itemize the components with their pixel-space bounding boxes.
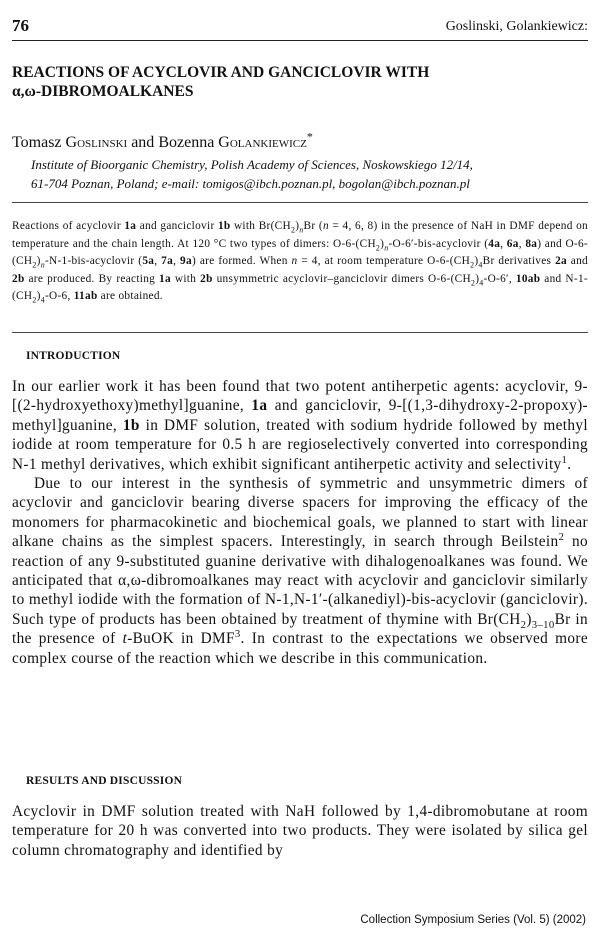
author-2-family: Golankiewicz bbox=[218, 134, 307, 151]
paragraph-text: no reaction of any 9-substituted guanine derivative with dihalogenoalkanes was found. We anticipated that α,ω-dibromoalkanes may react with acyclovir and ganciclovir similarly to methyl iodide with the formation of N-1,N-1′-(alkanediyl)-bis-acyclovir (ganciclovir). Such type of products has been obtained by treatment of thymine with Br(CH bbox=[12, 533, 588, 628]
abstract-text: ) are formed. When bbox=[191, 255, 292, 267]
title-line-2: α,ω-DIBROMOALKANES bbox=[12, 83, 194, 100]
reference-mark: 1 bbox=[561, 453, 568, 466]
running-head: Goslinski, Golankiewicz: bbox=[445, 19, 588, 34]
compound-label: 1a bbox=[251, 397, 268, 415]
footer-series: Collection Symposium Series (Vol. 5) (2002) bbox=[360, 914, 586, 926]
abstract-text: = 4, at room temperature O-6-(CH bbox=[297, 255, 471, 267]
compound-label: 10ab bbox=[515, 272, 541, 285]
corresponding-author-mark: * bbox=[306, 129, 313, 144]
abstract-text: -O-6′-bis-acyclovir ( bbox=[388, 237, 489, 250]
abstract-text: -O-6′, bbox=[483, 272, 516, 285]
abstract-text: and bbox=[566, 255, 589, 267]
title-line-1: REACTIONS OF ACYCLOVIR AND GANCICLOVIR WITH bbox=[12, 64, 430, 81]
subscript: 4 bbox=[478, 260, 483, 270]
reference-mark: 2 bbox=[558, 531, 565, 544]
paragraph-text: . bbox=[567, 455, 572, 473]
abstract-text: ) bbox=[475, 272, 480, 285]
author-1-given: Tomasz bbox=[12, 134, 62, 151]
section-heading-introduction: INTRODUCTION bbox=[26, 350, 121, 362]
page-header bbox=[12, 14, 588, 41]
subscript: 2 bbox=[520, 618, 527, 631]
abstract-bottom-rule bbox=[12, 332, 588, 333]
compound-label: 1a bbox=[124, 220, 137, 232]
abstract-text: Br ( bbox=[303, 220, 323, 232]
abstract-text: and N-1-(CH bbox=[12, 272, 588, 302]
subscript-n: n bbox=[299, 225, 304, 235]
compound-label: 4a bbox=[488, 237, 501, 250]
abstract-text: unsymmetric acyclovir–ganciclovir dimers O-6-(CH bbox=[212, 272, 471, 285]
section-heading-results: RESULTS AND DISCUSSION bbox=[26, 775, 183, 787]
results-body bbox=[12, 802, 588, 860]
abstract-text: Reactions of acyclovir bbox=[12, 220, 125, 232]
abstract-text: are produced. By reacting bbox=[24, 272, 160, 285]
compound-label: 1b bbox=[122, 416, 140, 434]
compound-label: 2b bbox=[12, 272, 25, 285]
compound-label: 8a bbox=[525, 237, 538, 250]
paragraph-text: In our earlier work it has been found that two potent antiherpetic agents: acyclovir, 9-[(2-hydroxyethoxy)methyl]guanine, bbox=[12, 378, 588, 415]
variable-n: n bbox=[322, 220, 329, 232]
abstract-top-rule bbox=[12, 202, 588, 203]
abstract-text: = 4, 6, 8) in the presence of NaH in DMF depend on temperature and the chain length. At 120 °C two types of dimers: O-6-(CH bbox=[12, 220, 588, 250]
abstract-text: , bbox=[173, 255, 181, 267]
abstract-text: ) bbox=[380, 237, 385, 250]
author-2-given: Bozenna bbox=[158, 134, 215, 151]
abstract-text: with Br(CH bbox=[230, 220, 291, 232]
italic-t: t bbox=[122, 630, 128, 648]
compound-label: 5a bbox=[142, 255, 155, 267]
subscript: 2 bbox=[375, 242, 381, 252]
compound-label: 9a bbox=[180, 255, 192, 267]
abstract-text: ) bbox=[474, 255, 479, 267]
affiliation bbox=[31, 155, 591, 193]
abstract-text: , bbox=[154, 255, 162, 267]
compound-label: 2b bbox=[200, 272, 213, 285]
paragraph-text: and ganciclovir, 9-[(1,3-dihydroxy-2-propoxy)-methyl]guanine, bbox=[12, 397, 588, 434]
abstract-text: ) bbox=[295, 220, 300, 232]
compound-label: 11ab bbox=[73, 290, 98, 302]
compound-label: 1b bbox=[217, 220, 231, 232]
paragraph: Acyclovir in DMF solution treated with NaH followed by 1,4-dibromobutane at room temperature for 20 h was converted into two products. They were isolated by silica gel column chromatography and identified by bbox=[12, 803, 588, 859]
abstract-text: ) and O-6-(CH bbox=[12, 237, 588, 267]
subscript-n: n bbox=[384, 242, 389, 252]
abstract-text: are obtained. bbox=[97, 290, 163, 302]
compound-label: 7a bbox=[161, 255, 174, 267]
abstract-text: Br derivatives bbox=[482, 255, 556, 267]
abstract-text: ) bbox=[36, 255, 41, 267]
paragraph: Due to our interest in the synthesis of symmetric and unsymmetric dimers of acyclovir and ganciclovir bearing diverse spacers for improving the efficacy of the monomers for pharmacokinetic and biochemical goals, we planned to start with linear alkane chains as the simplest spacers. Interestingly, in search through Beilstein$^2$ no reaction of any 9-substituted guanine derivative with dihalogenoalkanes was found. We anticipated that α,ω-dibromoalkanes may react with acyclovir and ganciclovir similarly to methyl iodide with the formation of N-1,N-1′-(alkanediyl)-bis-acyclovir (ganciclovir). Such type of products has been obtained by treatment of thymine with $Br(CH_2)_{3-10}Br$ in the presence of t-BuOK in DMF$^3$. In contrast to the expectations we observed more complex course of the reaction which we describe in this communication. bbox=[12, 475, 588, 667]
abstract-text: , bbox=[518, 237, 526, 250]
subscript: 2 bbox=[290, 225, 296, 235]
author-1-family: Goslinski bbox=[65, 134, 128, 151]
introduction-body bbox=[12, 377, 588, 668]
subscript: 2 bbox=[470, 260, 475, 270]
paragraph-text: . In contrast to the expectations we observed more complex course of the reaction which we describe in this communication. bbox=[12, 630, 588, 667]
subscript: 2 bbox=[32, 260, 37, 270]
subscript: 4 bbox=[479, 277, 484, 287]
paragraph-text: -BuOK in DMF bbox=[127, 630, 235, 648]
reference-mark: 3 bbox=[234, 628, 241, 641]
abstract-text: ) bbox=[36, 290, 41, 302]
affiliation-line-1: Institute of Bioorganic Chemistry, Polish Academy of Sciences, Noskowskiego 12/14, bbox=[31, 157, 473, 172]
subscript: 2 bbox=[32, 295, 37, 305]
subscript: 4 bbox=[40, 295, 45, 305]
compound-label: 2a bbox=[555, 255, 567, 267]
paragraph-text: in DMF solution, treated with sodium hydride followed by methyl iodide at room temperature for 0.5 h are regioselectively converted into corresponding N-1 methyl derivatives, which exhibit significant antiherpetic activity and selectivity bbox=[12, 416, 588, 473]
abstract-text: and ganciclovir bbox=[136, 220, 218, 232]
paragraph-text: Br in the presence of bbox=[12, 610, 588, 648]
abstract bbox=[12, 218, 588, 306]
abstract-text: -N-1-bis-acyclovir ( bbox=[44, 255, 143, 267]
author-list bbox=[12, 129, 313, 152]
paragraph bbox=[12, 377, 588, 474]
abstract-text: with bbox=[170, 272, 201, 285]
page-number: 76 bbox=[12, 16, 29, 35]
affiliation-line-2: 61-704 Poznan, Poland; e-mail: tomigos@ibch.poznan.pl, bogolan@ibch.poznan.pl bbox=[31, 176, 470, 191]
variable-n: n bbox=[291, 255, 298, 267]
abstract-text: -O-6, bbox=[44, 290, 74, 302]
article-title bbox=[12, 63, 582, 101]
compound-label: 1a bbox=[159, 272, 171, 285]
compound-label: 6a bbox=[506, 237, 519, 250]
subscript: 3–10 bbox=[531, 618, 555, 631]
paragraph-text: Due to our interest in the synthesis of symmetric and unsymmetric dimers of acyclovir and ganciclovir bearing diverse spacers for improving the efficacy of the monomers for pharmacokinetic and biochemical goals, we planned to start with linear alkane chains as the simplest spacers. Interestingly, in search through Beilstein bbox=[12, 475, 588, 551]
author-connector: and bbox=[131, 134, 155, 151]
subscript-n: n bbox=[40, 260, 45, 270]
abstract-text: , bbox=[500, 237, 507, 250]
subscript: 2 bbox=[470, 277, 476, 287]
